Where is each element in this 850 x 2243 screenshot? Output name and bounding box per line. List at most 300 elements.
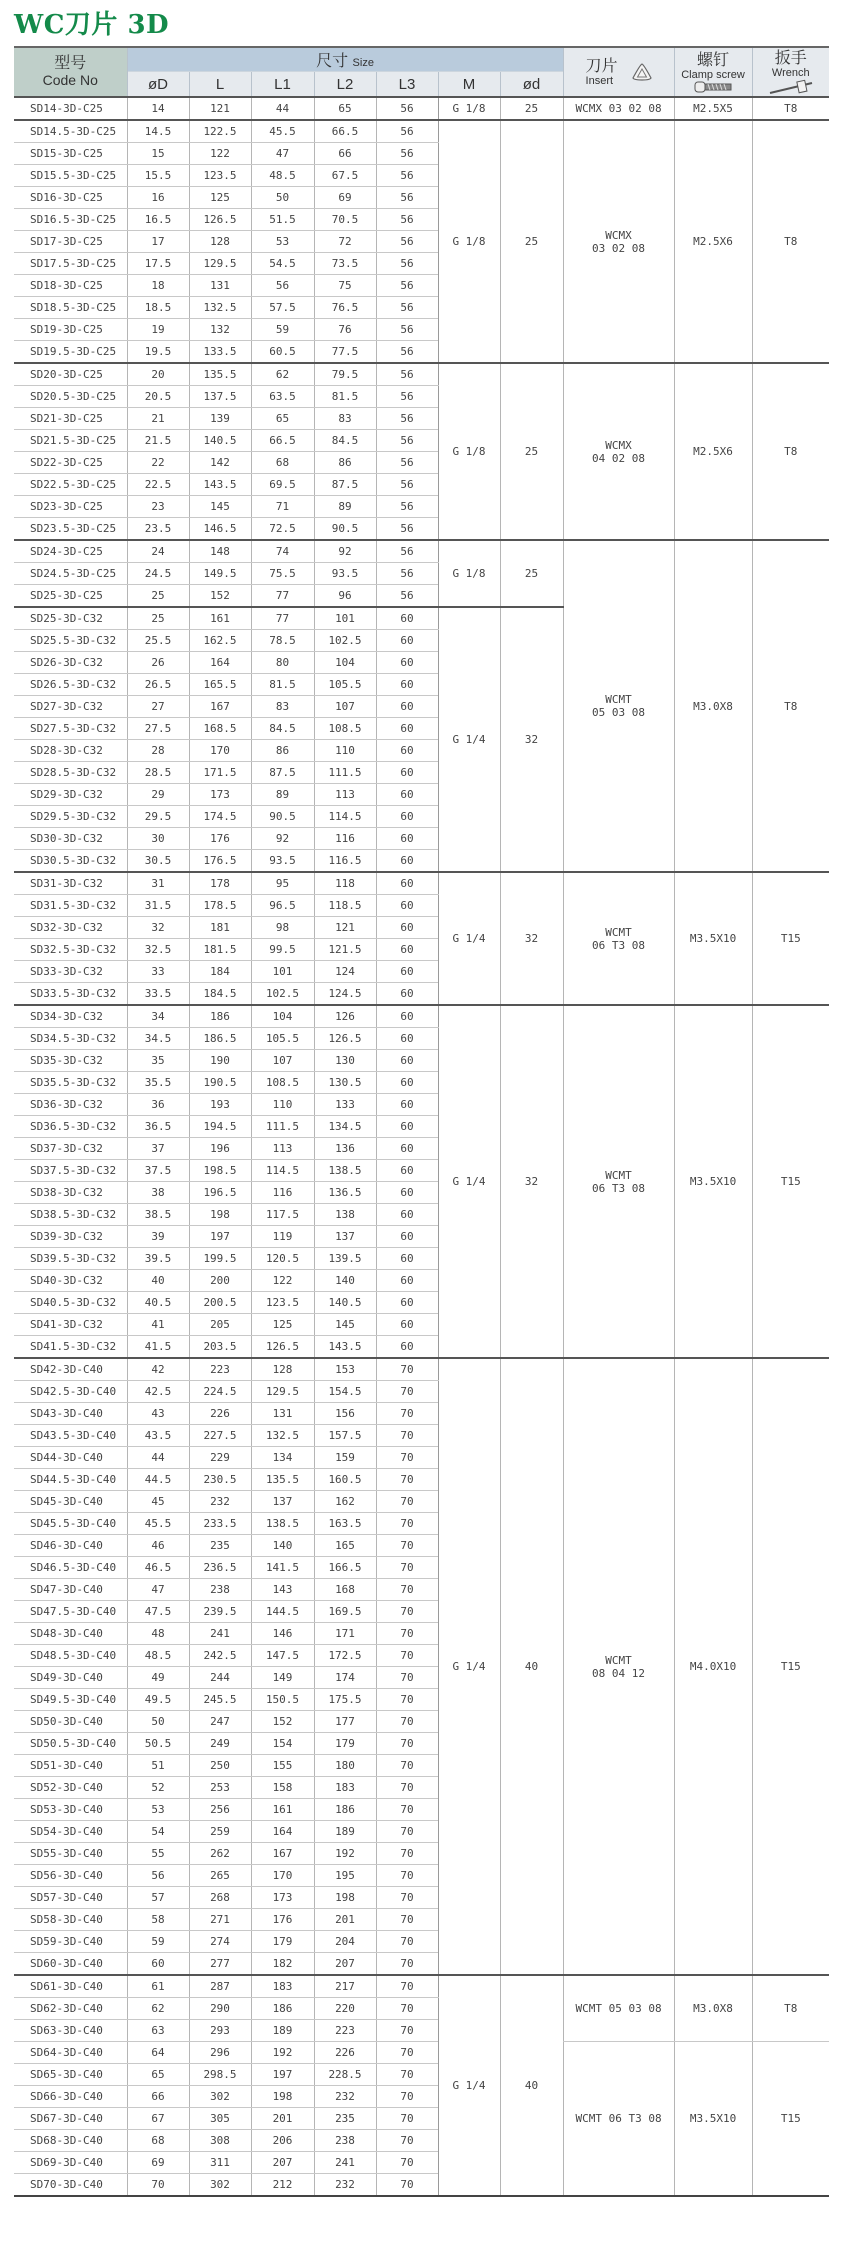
cell-diameter: 44.5 (127, 1469, 189, 1491)
cell-l2: 179 (314, 1733, 376, 1755)
cell-length: 152 (189, 585, 251, 608)
cell-l2: 168 (314, 1579, 376, 1601)
cell-l1: 90.5 (251, 806, 314, 828)
thread-m-cell: G 1/4 (438, 1005, 500, 1358)
cell-l2: 159 (314, 1447, 376, 1469)
cell-length: 245.5 (189, 1689, 251, 1711)
cell-l1: 182 (251, 1953, 314, 1976)
col-header-thread-m: M (438, 72, 500, 98)
col-header-length: L (189, 72, 251, 98)
cell-l2: 73.5 (314, 253, 376, 275)
table-body (14, 97, 829, 2196)
cell-diameter: 58 (127, 1909, 189, 1931)
cell-length: 259 (189, 1821, 251, 1843)
cell-l3: 70 (376, 1733, 438, 1755)
cell-code-no: SD49.5-3D-C40 (14, 1689, 127, 1711)
cell-code-no: SD39.5-3D-C32 (14, 1248, 127, 1270)
shank-d-cell: 40 (500, 1975, 563, 2196)
col-header-diameter: øD (127, 72, 189, 98)
cell-l1: 140 (251, 1535, 314, 1557)
cell-l2: 241 (314, 2152, 376, 2174)
cell-l1: 179 (251, 1931, 314, 1953)
cell-diameter: 50.5 (127, 1733, 189, 1755)
clamp-screw-cell: M3.5X10 (674, 1005, 752, 1358)
cell-diameter: 43 (127, 1403, 189, 1425)
clamp-screw-cell: M2.5X6 (674, 120, 752, 363)
cell-code-no: SD15-3D-C25 (14, 143, 127, 165)
cell-l3: 70 (376, 1469, 438, 1491)
thread-m-cell: G 1/4 (438, 872, 500, 1005)
cell-l2: 114.5 (314, 806, 376, 828)
col-header-l1: L1 (251, 72, 314, 98)
cell-code-no: SD40.5-3D-C32 (14, 1292, 127, 1314)
cell-length: 165.5 (189, 674, 251, 696)
cell-l3: 60 (376, 1248, 438, 1270)
table-row (14, 1975, 829, 1998)
cell-diameter: 31.5 (127, 895, 189, 917)
shank-d-cell: 32 (500, 872, 563, 1005)
cell-code-no: SD46.5-3D-C40 (14, 1557, 127, 1579)
cell-l2: 67.5 (314, 165, 376, 187)
cell-code-no: SD49-3D-C40 (14, 1667, 127, 1689)
cell-code-no: SD32-3D-C32 (14, 917, 127, 939)
cell-code-no: SD28-3D-C32 (14, 740, 127, 762)
cell-diameter: 62 (127, 1998, 189, 2020)
cell-l2: 140 (314, 1270, 376, 1292)
cell-code-no: SD21.5-3D-C25 (14, 430, 127, 452)
cell-diameter: 66 (127, 2086, 189, 2108)
cell-l3: 60 (376, 1182, 438, 1204)
cell-l3: 60 (376, 1314, 438, 1336)
cell-code-no: SD31-3D-C32 (14, 872, 127, 895)
cell-diameter: 34.5 (127, 1028, 189, 1050)
cell-l3: 70 (376, 1425, 438, 1447)
page-title: WC刀片 3D (14, 10, 170, 40)
cell-l2: 130.5 (314, 1072, 376, 1094)
cell-l3: 56 (376, 363, 438, 386)
cell-l2: 83 (314, 408, 376, 430)
table-row (14, 872, 829, 895)
cell-l1: 198 (251, 2086, 314, 2108)
cell-code-no: SD67-3D-C40 (14, 2108, 127, 2130)
cell-l1: 84.5 (251, 718, 314, 740)
cell-code-no: SD24.5-3D-C25 (14, 563, 127, 585)
cell-l3: 70 (376, 1931, 438, 1953)
cell-length: 271 (189, 1909, 251, 1931)
cell-l2: 136 (314, 1138, 376, 1160)
cell-diameter: 56 (127, 1865, 189, 1887)
cell-length: 162.5 (189, 630, 251, 652)
cell-l3: 60 (376, 1005, 438, 1028)
cell-l1: 152 (251, 1711, 314, 1733)
cell-code-no: SD36.5-3D-C32 (14, 1116, 127, 1138)
cell-l1: 212 (251, 2174, 314, 2197)
cell-length: 170 (189, 740, 251, 762)
cell-l1: 51.5 (251, 209, 314, 231)
cell-l2: 111.5 (314, 762, 376, 784)
cell-length: 277 (189, 1953, 251, 1976)
cell-code-no: SD20.5-3D-C25 (14, 386, 127, 408)
cell-l1: 65 (251, 408, 314, 430)
cell-l3: 56 (376, 452, 438, 474)
cell-length: 184 (189, 961, 251, 983)
cell-code-no: SD27.5-3D-C32 (14, 718, 127, 740)
cell-l3: 70 (376, 1535, 438, 1557)
cell-l3: 60 (376, 1292, 438, 1314)
cell-diameter: 28 (127, 740, 189, 762)
cell-l3: 60 (376, 939, 438, 961)
cell-l2: 153 (314, 1358, 376, 1381)
cell-l2: 228.5 (314, 2064, 376, 2086)
cell-length: 308 (189, 2130, 251, 2152)
insert-cell-line: WCMT (605, 693, 632, 706)
cell-length: 196 (189, 1138, 251, 1160)
cell-code-no: SD21-3D-C25 (14, 408, 127, 430)
cell-l1: 123.5 (251, 1292, 314, 1314)
insert-cell (563, 120, 674, 363)
cell-l1: 68 (251, 452, 314, 474)
cell-l3: 56 (376, 231, 438, 253)
cell-l1: 122 (251, 1270, 314, 1292)
cell-l3: 60 (376, 983, 438, 1006)
cell-l1: 66.5 (251, 430, 314, 452)
clamp-screw-cell: M3.0X8 (674, 540, 752, 872)
cell-length: 164 (189, 652, 251, 674)
cell-diameter: 51 (127, 1755, 189, 1777)
cell-l2: 217 (314, 1975, 376, 1998)
cell-diameter: 41.5 (127, 1336, 189, 1359)
insert-cell-line: WCMX (605, 438, 632, 452)
cell-code-no: SD62-3D-C40 (14, 1998, 127, 2020)
cell-diameter: 59 (127, 1931, 189, 1953)
cell-l3: 60 (376, 806, 438, 828)
cell-l2: 105.5 (314, 674, 376, 696)
cell-code-no: SD33.5-3D-C32 (14, 983, 127, 1006)
cell-l3: 60 (376, 895, 438, 917)
cell-length: 186 (189, 1005, 251, 1028)
cell-l3: 70 (376, 1887, 438, 1909)
cell-length: 239.5 (189, 1601, 251, 1623)
cell-l2: 204 (314, 1931, 376, 1953)
cell-code-no: SD22-3D-C25 (14, 452, 127, 474)
clamp-screw-cell: M3.0X8 (674, 1975, 752, 2042)
cell-code-no: SD64-3D-C40 (14, 2042, 127, 2064)
cell-code-no: SD55-3D-C40 (14, 1843, 127, 1865)
cell-l3: 70 (376, 1689, 438, 1711)
insert-header-en: Insert (585, 74, 614, 87)
table-row (14, 1005, 829, 1028)
cell-l3: 70 (376, 1909, 438, 1931)
cell-l1: 47 (251, 143, 314, 165)
insert-cell-line: WCMT 05 03 08 (575, 2002, 662, 2015)
cell-l1: 80 (251, 652, 314, 674)
cell-l1: 173 (251, 1887, 314, 1909)
cell-length: 135.5 (189, 363, 251, 386)
cell-diameter: 34 (127, 1005, 189, 1028)
cell-l2: 121 (314, 917, 376, 939)
thread-m-cell: G 1/4 (438, 1975, 500, 2196)
cell-code-no: SD42-3D-C40 (14, 1358, 127, 1381)
cell-code-no: SD14.5-3D-C25 (14, 120, 127, 143)
cell-diameter: 15 (127, 143, 189, 165)
cell-l3: 56 (376, 474, 438, 496)
cell-l1: 69.5 (251, 474, 314, 496)
cell-l2: 138.5 (314, 1160, 376, 1182)
cell-code-no: SD51-3D-C40 (14, 1755, 127, 1777)
cell-l1: 154 (251, 1733, 314, 1755)
cell-l1: 143 (251, 1579, 314, 1601)
cell-l1: 201 (251, 2108, 314, 2130)
code-no-header-cn: 型号 (54, 55, 87, 72)
cell-l1: 138.5 (251, 1513, 314, 1535)
cell-code-no: SD29-3D-C32 (14, 784, 127, 806)
cell-l1: 101 (251, 961, 314, 983)
torx-wrench-icon (766, 79, 816, 95)
cell-length: 256 (189, 1799, 251, 1821)
cell-code-no: SD46-3D-C40 (14, 1535, 127, 1557)
cell-l1: 72.5 (251, 518, 314, 541)
cell-diameter: 24 (127, 540, 189, 563)
cell-diameter: 40.5 (127, 1292, 189, 1314)
cell-l3: 56 (376, 585, 438, 608)
cell-l3: 70 (376, 1667, 438, 1689)
shank-d-cell: 25 (500, 363, 563, 540)
cell-l2: 180 (314, 1755, 376, 1777)
cell-l3: 60 (376, 1270, 438, 1292)
cell-l3: 70 (376, 2152, 438, 2174)
cell-length: 293 (189, 2020, 251, 2042)
cell-diameter: 28.5 (127, 762, 189, 784)
cell-code-no: SD16.5-3D-C25 (14, 209, 127, 231)
cell-l1: 95 (251, 872, 314, 895)
cell-l2: 72 (314, 231, 376, 253)
cell-l2: 156 (314, 1403, 376, 1425)
cell-l1: 117.5 (251, 1204, 314, 1226)
cell-code-no: SD15.5-3D-C25 (14, 165, 127, 187)
cell-l1: 93.5 (251, 850, 314, 873)
cell-diameter: 35 (127, 1050, 189, 1072)
cell-length: 171.5 (189, 762, 251, 784)
cell-l1: 102.5 (251, 983, 314, 1006)
cell-diameter: 60 (127, 1953, 189, 1976)
table-row (14, 1358, 829, 1381)
cell-l2: 136.5 (314, 1182, 376, 1204)
cell-length: 198.5 (189, 1160, 251, 1182)
cell-l2: 66 (314, 143, 376, 165)
table-header (14, 47, 829, 97)
cell-l1: 141.5 (251, 1557, 314, 1579)
cell-l3: 70 (376, 1513, 438, 1535)
cell-diameter: 29.5 (127, 806, 189, 828)
cell-l1: 45.5 (251, 120, 314, 143)
cell-diameter: 25.5 (127, 630, 189, 652)
cell-l1: 57.5 (251, 297, 314, 319)
cell-diameter: 41 (127, 1314, 189, 1336)
cell-l2: 101 (314, 607, 376, 630)
cell-length: 305 (189, 2108, 251, 2130)
clamp-screw-header-en: Clamp screw (681, 68, 745, 81)
table-row (14, 120, 829, 143)
cell-l3: 56 (376, 408, 438, 430)
cell-length: 199.5 (189, 1248, 251, 1270)
cell-l1: 108.5 (251, 1072, 314, 1094)
cell-length: 122 (189, 143, 251, 165)
cell-l1: 131 (251, 1403, 314, 1425)
cell-diameter: 47 (127, 1579, 189, 1601)
insert-cell-line: 04 02 08 (592, 451, 646, 465)
cell-code-no: SD17-3D-C25 (14, 231, 127, 253)
cell-l2: 130 (314, 1050, 376, 1072)
cell-l1: 89 (251, 784, 314, 806)
cell-code-no: SD32.5-3D-C32 (14, 939, 127, 961)
size-header-cn: 尺寸 (316, 53, 349, 70)
cell-l1: 155 (251, 1755, 314, 1777)
wrench-cell: T15 (752, 872, 829, 1005)
cell-length: 181 (189, 917, 251, 939)
cell-diameter: 54 (127, 1821, 189, 1843)
cell-length: 168.5 (189, 718, 251, 740)
insert-cell (563, 872, 674, 1005)
cell-l2: 110 (314, 740, 376, 762)
cell-l1: 78.5 (251, 630, 314, 652)
cell-l3: 70 (376, 1579, 438, 1601)
cell-diameter: 36 (127, 1094, 189, 1116)
cell-diameter: 15.5 (127, 165, 189, 187)
cell-l1: 59 (251, 319, 314, 341)
cell-diameter: 35.5 (127, 1072, 189, 1094)
cell-diameter: 30.5 (127, 850, 189, 873)
cell-diameter: 18.5 (127, 297, 189, 319)
cell-length: 226 (189, 1403, 251, 1425)
cell-length: 131 (189, 275, 251, 297)
table-row (14, 363, 829, 386)
cell-l2: 177 (314, 1711, 376, 1733)
cell-l3: 70 (376, 1953, 438, 1976)
cell-length: 200 (189, 1270, 251, 1292)
cell-length: 149.5 (189, 563, 251, 585)
cell-l3: 60 (376, 652, 438, 674)
cell-code-no: SD24-3D-C25 (14, 540, 127, 563)
cell-length: 129.5 (189, 253, 251, 275)
cell-code-no: SD52-3D-C40 (14, 1777, 127, 1799)
cell-diameter: 14 (127, 97, 189, 120)
cell-l3: 56 (376, 297, 438, 319)
cell-diameter: 26 (127, 652, 189, 674)
cell-diameter: 37 (127, 1138, 189, 1160)
thread-m-cell: G 1/8 (438, 363, 500, 540)
cell-l2: 201 (314, 1909, 376, 1931)
cell-l3: 60 (376, 917, 438, 939)
cell-l2: 118.5 (314, 895, 376, 917)
cell-length: 167 (189, 696, 251, 718)
cell-diameter: 40 (127, 1270, 189, 1292)
cell-l3: 70 (376, 1557, 438, 1579)
cell-diameter: 39.5 (127, 1248, 189, 1270)
cell-code-no: SD48-3D-C40 (14, 1623, 127, 1645)
cell-l2: 77.5 (314, 341, 376, 364)
cell-length: 178.5 (189, 895, 251, 917)
cell-l2: 116 (314, 828, 376, 850)
cell-diameter: 21.5 (127, 430, 189, 452)
insert-cell-line: WCMT (605, 925, 632, 939)
cell-diameter: 23 (127, 496, 189, 518)
cell-code-no: SD16-3D-C25 (14, 187, 127, 209)
cell-l1: 137 (251, 1491, 314, 1513)
cell-diameter: 49.5 (127, 1689, 189, 1711)
cell-l1: 113 (251, 1138, 314, 1160)
cell-l3: 56 (376, 143, 438, 165)
cell-l2: 186 (314, 1799, 376, 1821)
cell-l3: 60 (376, 762, 438, 784)
cell-diameter: 45 (127, 1491, 189, 1513)
cell-length: 296 (189, 2042, 251, 2064)
table-row (14, 2042, 829, 2064)
cell-l2: 171 (314, 1623, 376, 1645)
cell-l2: 92 (314, 540, 376, 563)
cell-l2: 207 (314, 1953, 376, 1976)
cell-code-no: SD23-3D-C25 (14, 496, 127, 518)
cell-code-no: SD43.5-3D-C40 (14, 1425, 127, 1447)
insert-cell-line: 06 T3 08 (592, 938, 646, 952)
cell-diameter: 33 (127, 961, 189, 983)
cell-l2: 163.5 (314, 1513, 376, 1535)
cell-l3: 56 (376, 341, 438, 364)
cell-l2: 145 (314, 1314, 376, 1336)
cell-diameter: 70 (127, 2174, 189, 2197)
cell-l2: 220 (314, 1998, 376, 2020)
cell-l3: 56 (376, 518, 438, 541)
code-no-header-en: Code No (42, 72, 98, 88)
clamp-screw-cell: M4.0X10 (674, 1358, 752, 1975)
cell-l2: 84.5 (314, 430, 376, 452)
cell-l2: 104 (314, 652, 376, 674)
cell-l3: 60 (376, 1028, 438, 1050)
cell-diameter: 33.5 (127, 983, 189, 1006)
cell-diameter: 26.5 (127, 674, 189, 696)
cell-diameter: 46 (127, 1535, 189, 1557)
cell-l3: 56 (376, 430, 438, 452)
cell-code-no: SD45.5-3D-C40 (14, 1513, 127, 1535)
cell-length: 229 (189, 1447, 251, 1469)
cell-l2: 126 (314, 1005, 376, 1028)
insert-trigon-icon (631, 62, 653, 82)
cell-code-no: SD38.5-3D-C32 (14, 1204, 127, 1226)
cell-l1: 44 (251, 97, 314, 120)
cell-diameter: 48 (127, 1623, 189, 1645)
cell-l2: 134.5 (314, 1116, 376, 1138)
cell-length: 250 (189, 1755, 251, 1777)
cell-l1: 53 (251, 231, 314, 253)
cell-diameter: 21 (127, 408, 189, 430)
cell-l2: 143.5 (314, 1336, 376, 1359)
cell-length: 224.5 (189, 1381, 251, 1403)
thread-m-cell: G 1/8 (438, 97, 500, 120)
cell-l3: 56 (376, 253, 438, 275)
cell-l1: 104 (251, 1005, 314, 1028)
col-header-shank-d: ød (500, 72, 563, 98)
cell-diameter: 19.5 (127, 341, 189, 364)
cell-l2: 108.5 (314, 718, 376, 740)
cell-l2: 235 (314, 2108, 376, 2130)
cell-l1: 111.5 (251, 1116, 314, 1138)
cell-l1: 186 (251, 1998, 314, 2020)
cell-length: 143.5 (189, 474, 251, 496)
cell-l1: 189 (251, 2020, 314, 2042)
cell-length: 176 (189, 828, 251, 850)
cell-l1: 125 (251, 1314, 314, 1336)
cell-diameter: 17.5 (127, 253, 189, 275)
cell-l1: 161 (251, 1799, 314, 1821)
